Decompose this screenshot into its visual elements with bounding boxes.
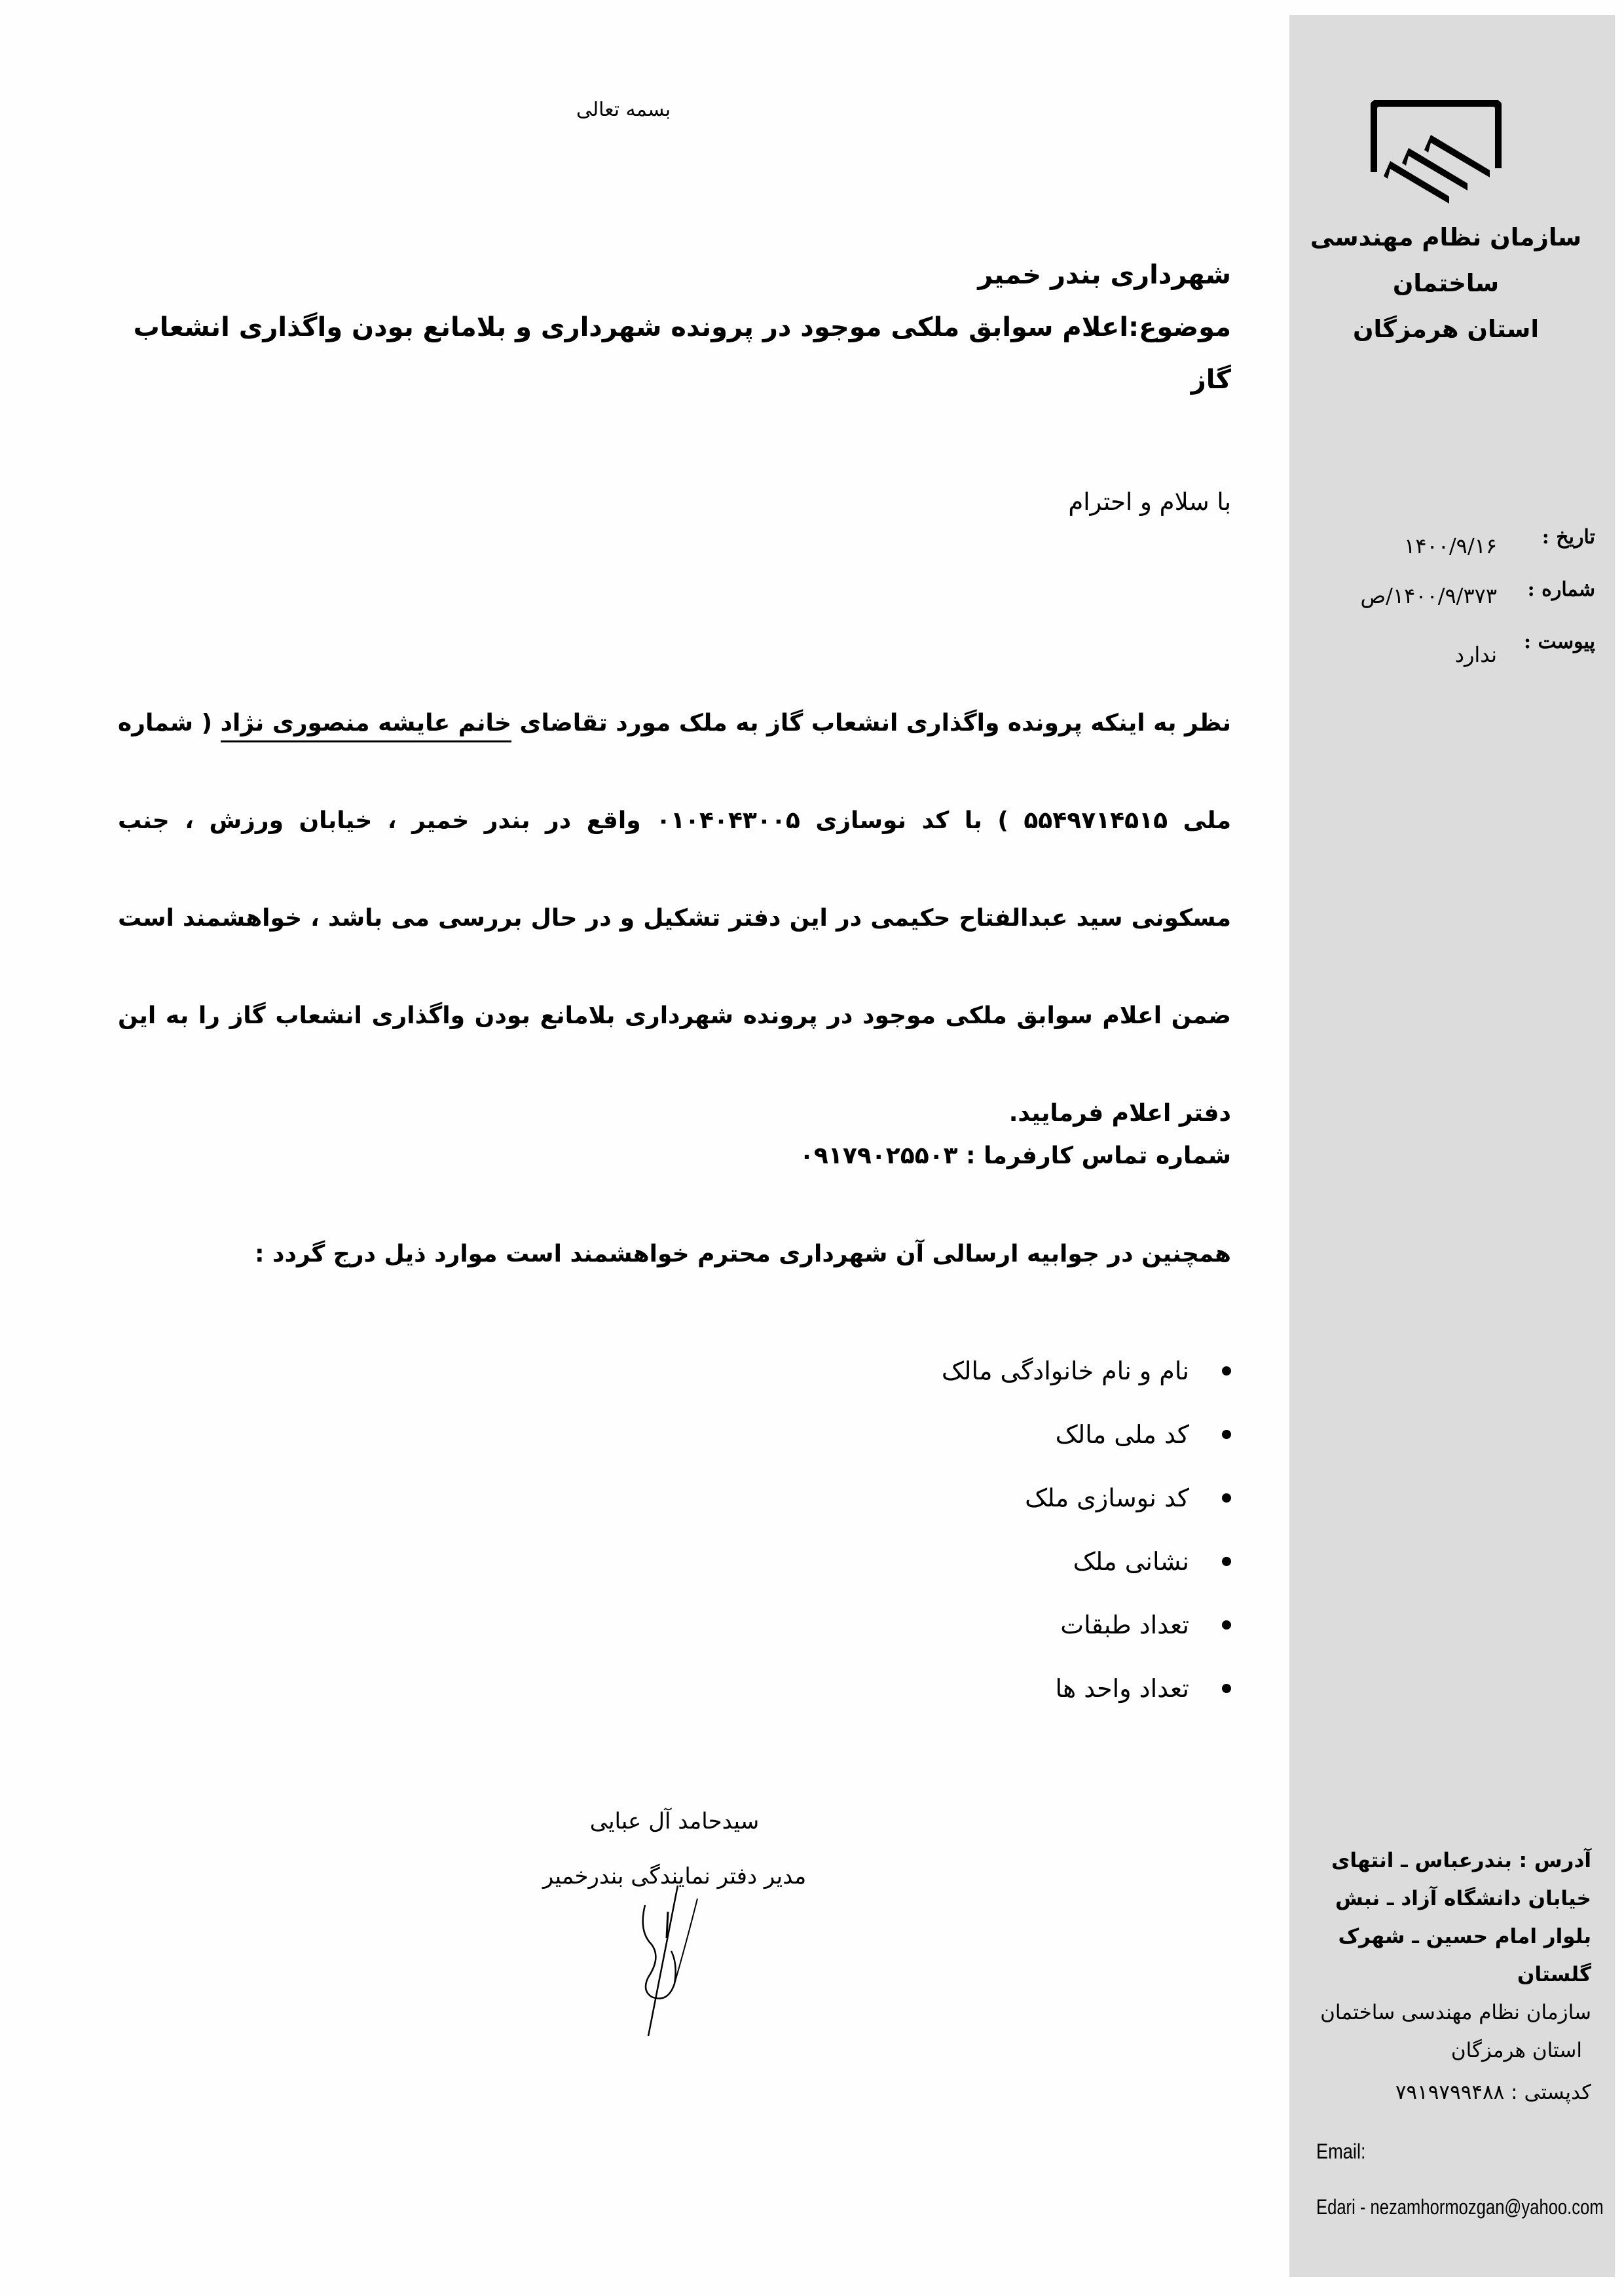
request-text: همچنین در جوابیه ارسالی آن شهرداری محترم خواهشمند است موارد ذیل درج گردد : [255, 1241, 1231, 1267]
list-item [942, 1466, 1231, 1529]
required-items-list [942, 1339, 1231, 1720]
list-item-label: کد ملی مالک [1055, 1419, 1189, 1449]
number-value: ۱۴۰۰/۹/۳۷۳/ص [1360, 583, 1497, 608]
list-item [942, 1529, 1231, 1593]
letterhead-sidebar [1289, 15, 1615, 2277]
bullet-icon [1222, 1620, 1231, 1630]
signer-title: مدیر دفتر نمایندگی بندرخمیر [542, 1863, 807, 1889]
list-item [942, 1339, 1231, 1402]
email-label: Email: [1316, 2140, 1366, 2163]
bullet-icon [1222, 1430, 1231, 1439]
email-link[interactable]: Edari - nezamhormozgan@yahoo.com [1316, 2195, 1604, 2219]
bullet-icon [1222, 1684, 1231, 1693]
date-value: ۱۴۰۰/۹/۱۶ [1404, 534, 1497, 558]
organization-name-line2: استان هرمزگان [1352, 315, 1540, 343]
organization-name [1295, 215, 1596, 352]
address-line: سازمان نظام مهندسی ساختمان [1320, 2001, 1591, 2024]
list-item [942, 1402, 1231, 1466]
address-line: خیابان دانشگاه آزاد ـ نبش [1335, 1887, 1591, 1910]
list-item-label: نام و نام خانوادگی مالک [941, 1356, 1189, 1385]
body-text-part1: نظر به اینکه پرونده واگذاری انشعاب گاز به ملک مورد تقاضای [511, 710, 1231, 737]
date-label: تاریخ : [1541, 526, 1595, 549]
list-item-label: کد نوسازی ملک [1025, 1483, 1189, 1512]
postal-code: کدپستی : ۷۹۱۹۷۹۹۴۸۸ [1395, 2081, 1591, 2104]
letter-metadata [1320, 526, 1595, 683]
address-line: استان هرمزگان [1450, 2039, 1582, 2062]
applicant-name: خانم عایشه منصوری نژاد [221, 710, 511, 742]
address-line: بلوار امام حسین ـ شهرک [1338, 1925, 1591, 1948]
list-item [942, 1593, 1231, 1656]
attachment-row [1320, 630, 1595, 683]
date-row [1320, 526, 1595, 578]
attachment-label: پیوست : [1523, 630, 1595, 653]
organization-address [1316, 1842, 1591, 2111]
engineering-organization-logo-icon [1371, 100, 1502, 205]
list-item-label: تعداد واحد ها [1055, 1673, 1189, 1703]
list-item-label: تعداد طبقات [1060, 1610, 1189, 1639]
handwritten-signature-icon [629, 1886, 720, 2036]
organization-name-line1: سازمان نظام مهندسی ساختمان [1310, 223, 1582, 297]
subject: موضوع:اعلام سوابق ملکی موجود در پرونده شهرداری و بلامانع بودن واگذاری انشعاب گاز [133, 312, 1231, 395]
greeting: با سلام و احترام [1068, 488, 1231, 516]
bullet-icon [1222, 1493, 1231, 1503]
invocation: بسمه تعالی [576, 98, 671, 121]
list-item [942, 1656, 1231, 1720]
number-row [1320, 578, 1595, 630]
attachment-value: ندارد [1454, 642, 1497, 667]
body-text-part2: ( شماره ملی ۵۵۴۹۷۱۴۵۱۵ ) با کد نوسازی ۰۱۰۴۰۴۳۰۰۵ واقع در بندر خمیر ، خیابان ورزش ، جنب مسکونی سید عبدالفتاح حکیمی در این دفتر تشکیل و در حال بررسی می باشد ، خواهشمند است ضمن اعلام سوابق ملکی موجود در پرونده شهرداری بلامانع بودن واگذاری انشعاب گاز را به این دفتر اعلام فرمایید. [118, 710, 1231, 1127]
employer-contact: شماره تماس کارفرما : ۰۹۱۷۹۰۲۵۵۰۳ [799, 1142, 1231, 1169]
number-label: شماره : [1527, 578, 1595, 601]
address-line: آدرس : بندرعباس ـ انتهای [1331, 1849, 1591, 1872]
address-line: گلستان [1517, 1963, 1591, 1986]
signer-name: سیدحامد آل عبایی [589, 1808, 760, 1834]
list-item-label: نشانی ملک [1073, 1546, 1189, 1576]
bullet-icon [1222, 1557, 1231, 1566]
letter-body [118, 674, 1231, 1162]
recipient: شهرداری بندر خمیر [978, 260, 1231, 290]
bullet-icon [1222, 1366, 1231, 1376]
